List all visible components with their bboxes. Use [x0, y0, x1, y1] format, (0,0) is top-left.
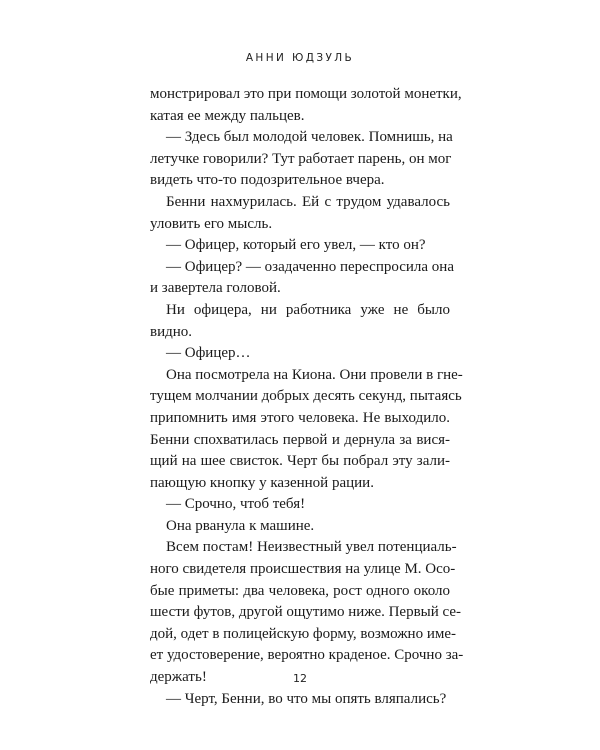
text-line: — Черт, Бенни, во что мы опять вляпались?	[166, 690, 447, 707]
text-line: дой, одет в полицейскую форму, возможно име-	[150, 625, 457, 642]
body-text	[150, 84, 464, 710]
text-line: — Срочно, чтоб тебя!	[166, 496, 306, 513]
text-line: Бенни нахмурилась. Ей с трудом удавалось	[166, 193, 450, 210]
text-line: Бенни спохватилась первой и дернула за вися-	[150, 431, 450, 448]
text-line: катая ее между пальцев.	[150, 107, 305, 124]
text-line: Ни офицера, ни работника уже не было	[166, 301, 450, 318]
text-line: монстрировал это при помощи золотой монетки,	[150, 86, 462, 102]
text-line: — Офицер, который его увел, — кто он?	[166, 237, 426, 254]
text-line: тущем молчании добрых десять секунд, пытаясь	[150, 388, 462, 405]
text-line: щий на шее свисток. Черт бы побрал эту зали-	[150, 453, 450, 470]
text-line: шести футов, другой ощутимо ниже. Первый се-	[150, 604, 462, 621]
text-line: припомнить имя этого человека. Не выходило.	[150, 409, 450, 426]
running-head: АННИ ЮДЗУЛЬ	[245, 52, 355, 64]
text-line: пающую кнопку у казенной рации.	[150, 474, 374, 491]
text-line: видно.	[150, 323, 193, 340]
text-line: — Офицер…	[166, 345, 251, 362]
text-line: Она посмотрела на Киона. Они провели в гне-	[166, 366, 463, 383]
text-line: Она рванула к машине.	[166, 517, 315, 534]
page-number: 12	[293, 672, 307, 685]
text-line: уловить его мысль.	[150, 215, 273, 232]
text-line: видеть что-то подозрительное вчера.	[150, 172, 385, 189]
text-line: бые приметы: два человека, рост одного около	[150, 582, 450, 599]
text-line: ного свидетеля происшествия на улице М. Осо-	[150, 561, 456, 578]
text-line: — Офицер? — озадаченно переспросила она	[166, 258, 454, 275]
text-line: — Здесь был молодой человек. Помнишь, на	[166, 129, 453, 146]
text-line: держать!	[150, 669, 207, 686]
text-line: летучке говорили? Тут работает парень, он мог	[150, 150, 452, 167]
text-line: ет удостоверение, вероятно краденое. Срочно за-	[150, 647, 464, 664]
text-line: и завертела головой.	[150, 280, 281, 297]
text-line: Всем постам! Неизвестный увел потенциаль-	[166, 539, 457, 556]
